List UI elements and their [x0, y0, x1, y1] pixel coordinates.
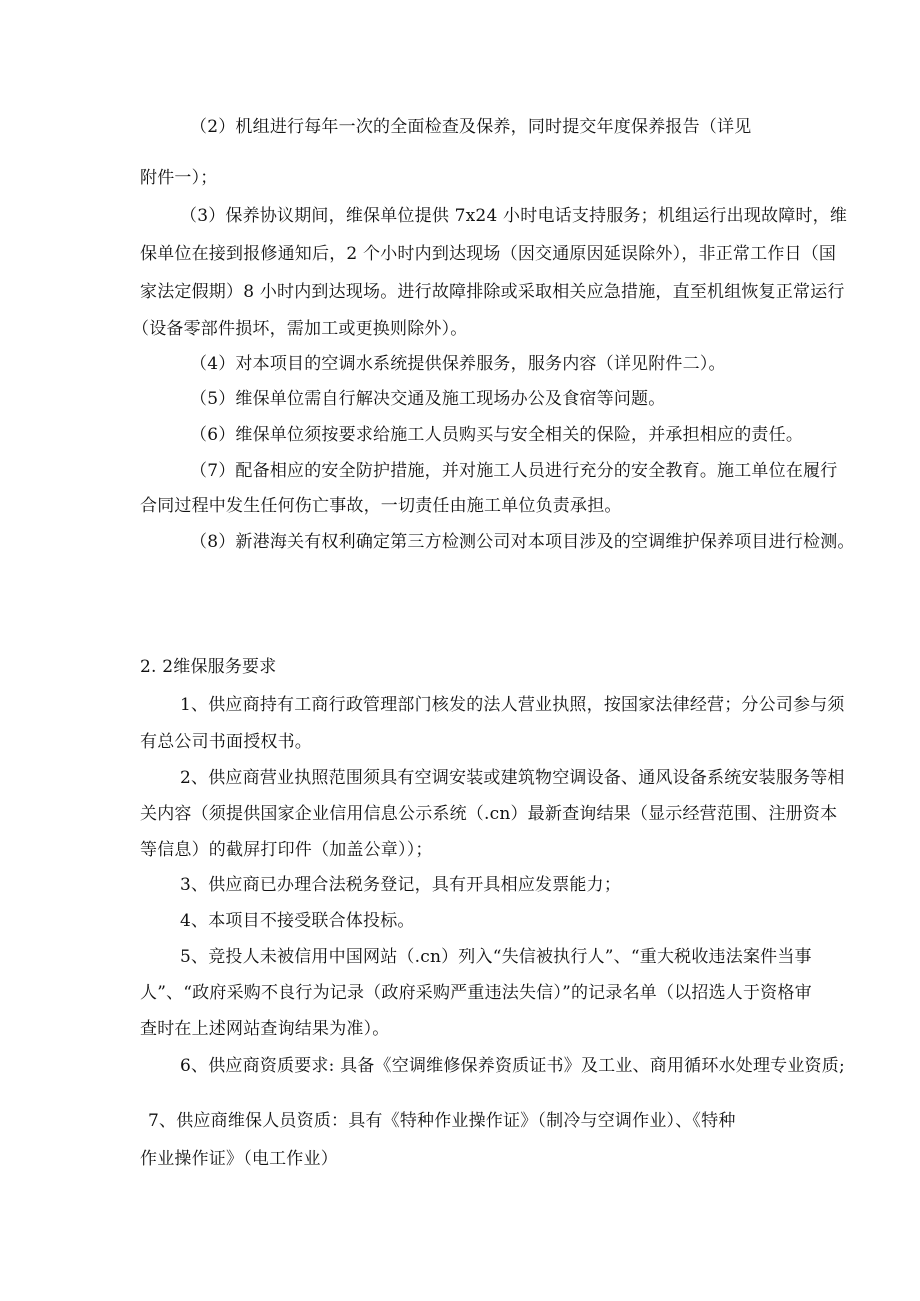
requirement-7-line-2: 作业操作证》（电工作业）	[140, 1149, 338, 1169]
paragraph-3-line-1: （3）保养协议期间，维保单位提供 7x24 小时电话支持服务；机组运行出现故障时，维	[180, 206, 848, 226]
requirement-1-line-1: 1、供应商持有工商行政管理部门核发的法人营业执照，按国家法律经营；分公司参与须	[180, 695, 845, 715]
paragraph-7-line-1: （7）配备相应的安全防护措施，并对施工人员进行充分的安全教育。施工单位在履行	[190, 461, 838, 481]
requirement-5-line-3: 查时在上述网站查询结果为准）。	[140, 1019, 390, 1039]
paragraph-2-line-1: （2）机组进行每年一次的全面检查及保养，同时提交年度保养报告（详见	[190, 117, 752, 137]
paragraph-8: （8）新港海关有权利确定第三方检测公司对本项目涉及的空调维护保养项目进行检测。	[190, 532, 855, 552]
paragraph-7-line-2: 合同过程中发生任何伤亡事故，一切责任由施工单位负责承担。	[140, 496, 622, 516]
requirement-3: 3、供应商已办理合法税务登记，具有开具相应发票能力；	[180, 875, 622, 895]
paragraph-3-line-3: 家法定假期）8 小时内到达现场。进行故障排除或采取相关应急措施，直至机组恢复正常运行	[140, 282, 845, 302]
paragraph-5: （5）维保单位需自行解决交通及施工现场办公及食宿等问题。	[190, 389, 666, 409]
requirement-7-line-1: 7、供应商维保人员资质：具有《特种作业操作证》（制冷与空调作业）、《特种	[148, 1111, 736, 1131]
section-heading: 2. 2维保服务要求	[140, 657, 277, 677]
paragraph-2-line-2: 附件一）；	[140, 168, 218, 188]
requirement-5-line-2: 人”、“政府采购不良行为记录（政府采购严重违法失信）”的记录名单（以招选人于资格审	[140, 983, 812, 1003]
requirement-2-line-1: 2、供应商营业执照范围须具有空调安装或建筑物空调设备、通风设备系统安装服务等相	[180, 768, 845, 788]
paragraph-6: （6）维保单位须按要求给施工人员购买与安全相关的保险，并承担相应的责任。	[190, 425, 804, 445]
requirement-2-line-3: 等信息）的截屏打印件（加盖公章））；	[140, 840, 433, 860]
paragraph-3-line-4: （设备零部件损坏，需加工或更换则除外）。	[132, 319, 468, 339]
requirement-2-line-2: 关内容（须提供国家企业信用信息公示系统（.cn）最新查询结果（显示经营范围、注册资本	[140, 804, 838, 824]
requirement-6: 6、供应商资质要求: 具备《空调维修保养资质证书》及工业、商用循环水处理专业资质;	[180, 1056, 845, 1076]
requirement-5-line-1: 5、竞投人未被信用中国网站（.cn）列入“失信被执行人”、“重大税收违法案件当事	[180, 947, 812, 967]
requirement-4: 4、本项目不接受联合体投标。	[180, 911, 415, 931]
requirement-1-line-2: 有总公司书面授权书。	[140, 732, 312, 752]
paragraph-4: （4）对本项目的空调水系统提供保养服务，服务内容（详见附件二）。	[190, 354, 726, 374]
paragraph-3-line-2: 保单位在接到报修通知后，2 个小时内到达现场（因交通原因延误除外），非正常工作日（国	[140, 244, 837, 264]
